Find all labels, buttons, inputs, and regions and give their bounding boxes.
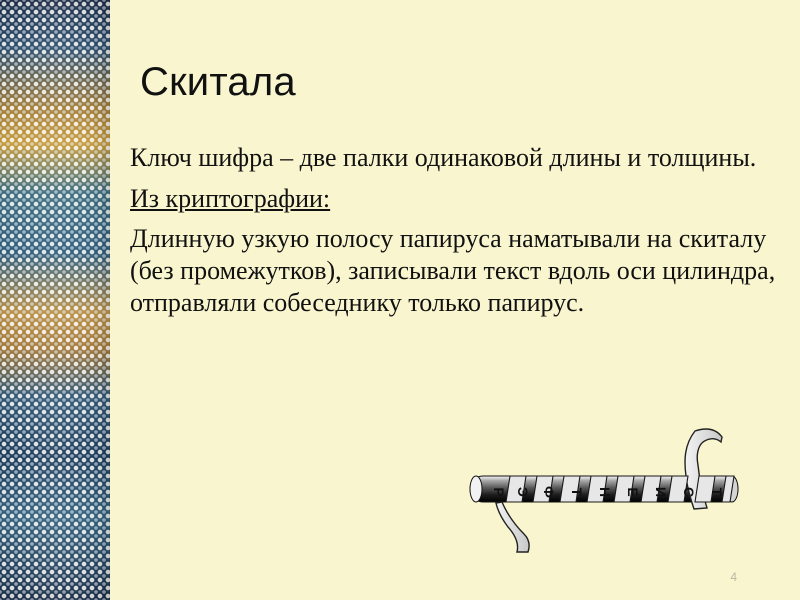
scytale-letter: Э	[515, 487, 531, 497]
scytale-illustration	[458, 426, 746, 556]
decorative-dotted-sidebar	[0, 0, 110, 600]
key-description: Ключ шифра – две палки одинаковой длины и толщины.	[130, 143, 757, 172]
slide-content	[130, 142, 780, 320]
scytale-letter: Т	[709, 487, 725, 497]
scytale-description: Длинную узкую полосу папируса наматывали на скиталу (без промежутков), записывали текст вдоль оси цилиндра, отправляли собеседнику только папирус.	[130, 224, 776, 318]
scytale-letter: Н	[597, 486, 613, 498]
cryptography-subheading: Из криптографии:	[130, 183, 331, 213]
slide-title: Скитала	[140, 60, 296, 104]
wrapped-strip-bands	[506, 476, 734, 502]
scytale-letter: Е	[625, 487, 641, 497]
scytale-letters	[491, 486, 725, 498]
scytale-letter: Ф	[541, 486, 557, 498]
scytale-letter: И	[653, 486, 669, 498]
page-number: 4	[730, 570, 737, 584]
scytale-letter: Т	[569, 487, 585, 497]
scytale-letter: Р	[491, 487, 507, 497]
scytale-letter: С	[681, 486, 697, 498]
